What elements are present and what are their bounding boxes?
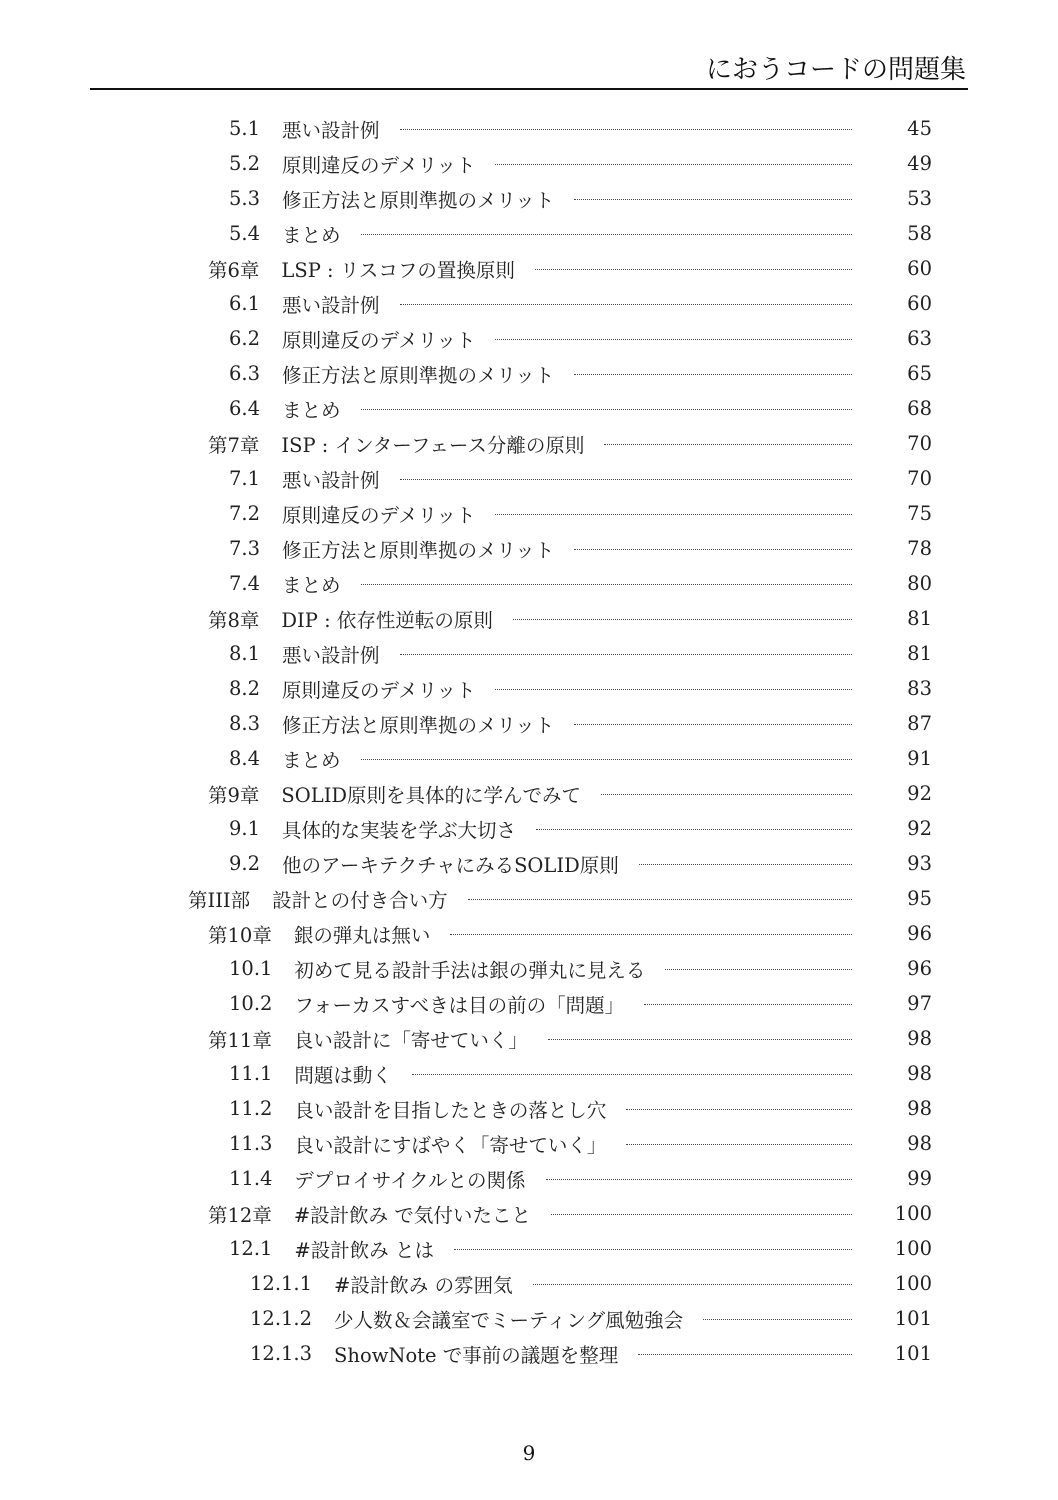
toc-entry-title: #設計飲み とは <box>294 1238 434 1262</box>
toc-dot-leader <box>601 794 852 795</box>
toc-entry-page: 95 <box>907 887 932 910</box>
toc-dot-leader <box>574 724 852 725</box>
toc-dot-leader <box>533 1284 852 1285</box>
toc-entry-section[interactable] <box>0 111 1058 146</box>
toc-entry-chapter[interactable] <box>0 776 1058 811</box>
toc-dot-leader <box>361 234 852 235</box>
toc-entry-number: 第III部 <box>188 888 251 912</box>
toc-entry-number: 第6章 <box>208 258 260 282</box>
toc-entry-number: 第8章 <box>208 608 260 632</box>
toc-entry-page: 81 <box>907 642 932 665</box>
toc-dot-leader <box>454 1249 852 1250</box>
toc-entry-page: 101 <box>894 1307 932 1330</box>
toc-entry-chapter[interactable] <box>0 1196 1058 1231</box>
toc-entry-page: 93 <box>907 852 932 875</box>
toc-entry-number: 5.4 <box>229 222 261 245</box>
toc-entry-section[interactable] <box>0 1056 1058 1091</box>
toc-entry-section[interactable] <box>0 846 1058 881</box>
book-title: におうコードの問題集 <box>705 55 966 85</box>
toc-entry-section[interactable] <box>0 1091 1058 1126</box>
toc-entry-number: 6.4 <box>229 397 261 420</box>
toc-dot-leader <box>665 969 852 970</box>
toc-entry-page: 70 <box>907 467 932 490</box>
toc-entry-title: 良い設計にすばやく「寄せていく」 <box>294 1133 607 1157</box>
toc-entry-page: 49 <box>907 152 932 175</box>
toc-entry-page: 98 <box>907 1027 932 1050</box>
toc-entry-number: 12.1.2 <box>250 1307 313 1330</box>
toc-entry-title: 具体的な実装を学ぶ大切さ <box>282 818 517 842</box>
toc-entry-number: 10.1 <box>229 957 273 980</box>
toc-entry-section[interactable] <box>0 1126 1058 1161</box>
toc-entry-number: 6.1 <box>229 292 261 315</box>
toc-entry-title: 良い設計を目指したときの落とし穴 <box>294 1098 607 1122</box>
toc-entry-title: 少人数＆会議室でミーティング風勉強会 <box>334 1308 684 1332</box>
toc-dot-leader <box>412 1074 852 1075</box>
toc-dot-leader <box>574 374 852 375</box>
toc-entry-page: 80 <box>907 572 932 595</box>
toc-dot-leader <box>400 654 852 655</box>
toc-dot-leader <box>574 199 852 200</box>
toc-entry-section[interactable] <box>0 1231 1058 1266</box>
toc-entry-chapter[interactable] <box>0 426 1058 461</box>
toc-entry-subsection[interactable] <box>0 1266 1058 1301</box>
toc-entry-number: 第7章 <box>208 433 260 457</box>
toc-entry-page: 60 <box>907 292 932 315</box>
toc-entry-page: 96 <box>907 922 932 945</box>
toc-entry-title: #設計飲み で気付いたこと <box>293 1203 531 1227</box>
toc-entry-section[interactable] <box>0 321 1058 356</box>
toc-entry-title: 悪い設計例 <box>282 118 380 142</box>
toc-entry-title: 初めて見る設計手法は銀の弾丸に見える <box>294 958 646 982</box>
toc-entry-number: 11.2 <box>229 1097 273 1120</box>
toc-entry-page: 100 <box>894 1237 932 1260</box>
toc-entry-number: 8.2 <box>229 677 261 700</box>
toc-entry-section[interactable] <box>0 146 1058 181</box>
toc-entry-page: 81 <box>907 607 932 630</box>
toc-entry-title: LSP : リスコフの置換原則 <box>281 258 515 282</box>
toc-dot-leader <box>548 1039 852 1040</box>
toc-entry-title: 設計との付き合い方 <box>272 888 448 912</box>
toc-entry-title: 修正方法と原則準拠のメリット <box>282 713 555 737</box>
toc-entry-title: まとめ <box>282 398 341 422</box>
toc-entry-number: 12.1.1 <box>250 1272 313 1295</box>
toc-entry-number: 8.4 <box>229 747 261 770</box>
toc-entry-number: 7.3 <box>229 537 261 560</box>
toc-entry-number: 第10章 <box>208 923 272 947</box>
toc-entry-title: 悪い設計例 <box>282 293 380 317</box>
toc-entry-section[interactable] <box>0 566 1058 601</box>
toc-entry-number: 10.2 <box>229 992 273 1015</box>
toc-entry-title: 修正方法と原則準拠のメリット <box>282 363 555 387</box>
toc-dot-leader <box>513 619 852 620</box>
toc-entry-title: DIP : 依存性逆転の原則 <box>281 608 493 632</box>
toc-dot-leader <box>638 1354 852 1355</box>
toc-entry-section[interactable] <box>0 286 1058 321</box>
toc-entry-page: 75 <box>907 502 932 525</box>
toc-entry-title: 銀の弾丸は無い <box>293 923 431 947</box>
toc-entry-page: 99 <box>907 1167 932 1190</box>
running-header <box>90 52 968 90</box>
toc-entry-page: 97 <box>907 992 932 1015</box>
toc-entry-number: 7.4 <box>229 572 261 595</box>
toc-entry-subsection[interactable] <box>0 1336 1058 1371</box>
toc-entry-number: 8.3 <box>229 712 261 735</box>
toc-entry-chapter[interactable] <box>0 601 1058 636</box>
toc-entry-title: SOLID原則を具体的に学んでみて <box>281 783 582 807</box>
toc-entry-chapter[interactable] <box>0 251 1058 286</box>
toc-entry-page: 92 <box>907 817 932 840</box>
toc-dot-leader <box>361 409 852 410</box>
toc-entry-section[interactable] <box>0 741 1058 776</box>
toc-entry-section[interactable] <box>0 216 1058 251</box>
toc-dot-leader <box>626 1144 852 1145</box>
table-of-contents <box>0 111 1058 1371</box>
toc-dot-leader <box>536 829 852 830</box>
toc-dot-leader <box>400 129 852 130</box>
toc-entry-number: 11.3 <box>229 1132 273 1155</box>
toc-entry-page: 63 <box>907 327 932 350</box>
toc-entry-title: 原則違反のデメリット <box>282 328 476 352</box>
toc-entry-title: 問題は動く <box>294 1063 392 1087</box>
toc-entry-section[interactable] <box>0 706 1058 741</box>
toc-entry-page: 96 <box>907 957 932 980</box>
toc-entry-page: 70 <box>907 432 932 455</box>
toc-entry-title: 原則違反のデメリット <box>282 503 476 527</box>
toc-entry-title: まとめ <box>282 748 341 772</box>
page-number: 9 <box>522 1441 536 1465</box>
toc-dot-leader <box>574 549 852 550</box>
toc-dot-leader <box>361 584 852 585</box>
toc-entry-section[interactable] <box>0 496 1058 531</box>
toc-dot-leader <box>535 269 852 270</box>
toc-entry-title: 原則違反のデメリット <box>282 678 476 702</box>
toc-entry-page: 78 <box>907 537 932 560</box>
toc-entry-title: まとめ <box>282 223 341 247</box>
toc-entry-page: 53 <box>907 187 932 210</box>
toc-entry-title: 悪い設計例 <box>282 643 380 667</box>
toc-entry-number: 11.1 <box>229 1062 273 1085</box>
toc-dot-leader <box>604 444 852 445</box>
toc-entry-section[interactable] <box>0 461 1058 496</box>
toc-entry-section[interactable] <box>0 671 1058 706</box>
toc-entry-title: まとめ <box>282 573 341 597</box>
toc-dot-leader <box>495 164 852 165</box>
toc-entry-title: ShowNote で事前の議題を整理 <box>334 1343 619 1367</box>
toc-entry-number: 12.1.3 <box>250 1342 313 1365</box>
toc-entry-section[interactable] <box>0 986 1058 1021</box>
toc-entry-number: 5.2 <box>229 152 261 175</box>
toc-entry-section[interactable] <box>0 531 1058 566</box>
toc-entry-section[interactable] <box>0 391 1058 426</box>
toc-entry-title: 悪い設計例 <box>282 468 380 492</box>
toc-entry-title: ISP : インターフェース分離の原則 <box>281 433 585 457</box>
toc-entry-section[interactable] <box>0 811 1058 846</box>
toc-entry-title: 原則違反のデメリット <box>282 153 476 177</box>
toc-entry-title: 修正方法と原則準拠のメリット <box>282 188 555 212</box>
toc-entry-title: デプロイサイクルとの関係 <box>294 1168 526 1192</box>
toc-dot-leader <box>400 304 852 305</box>
toc-dot-leader <box>639 864 852 865</box>
toc-entry-section[interactable] <box>0 181 1058 216</box>
toc-entry-page: 98 <box>907 1062 932 1085</box>
toc-entry-chapter[interactable] <box>0 1021 1058 1056</box>
toc-entry-number: 第9章 <box>208 783 260 807</box>
toc-entry-title: 良い設計に「寄せていく」 <box>293 1028 528 1052</box>
toc-entry-page: 60 <box>907 257 932 280</box>
toc-entry-page: 65 <box>907 362 932 385</box>
toc-entry-number: 9.1 <box>229 817 261 840</box>
toc-entry-number: 8.1 <box>229 642 261 665</box>
toc-dot-leader <box>644 1004 852 1005</box>
toc-dot-leader <box>361 759 852 760</box>
toc-entry-number: 11.4 <box>229 1167 273 1190</box>
toc-entry-page: 100 <box>894 1202 932 1225</box>
toc-entry-page: 91 <box>907 747 932 770</box>
toc-entry-subsection[interactable] <box>0 1301 1058 1336</box>
toc-dot-leader <box>551 1214 852 1215</box>
toc-entry-page: 101 <box>894 1342 932 1365</box>
toc-entry-title: 他のアーキテクチャにみるSOLID原則 <box>282 853 619 877</box>
toc-entry-number: 6.3 <box>229 362 261 385</box>
toc-entry-number: 第11章 <box>208 1028 272 1052</box>
toc-entry-chapter[interactable] <box>0 916 1058 951</box>
toc-entry-section[interactable] <box>0 356 1058 391</box>
toc-dot-leader <box>495 339 852 340</box>
toc-dot-leader <box>495 689 852 690</box>
toc-entry-page: 58 <box>907 222 932 245</box>
toc-entry-title: #設計飲み の雰囲気 <box>334 1273 513 1297</box>
toc-entry-number: 9.2 <box>229 852 261 875</box>
toc-entry-title: フォーカスすべきは目の前の「問題」 <box>294 993 625 1017</box>
toc-entry-page: 100 <box>894 1272 932 1295</box>
toc-entry-part[interactable] <box>0 881 1058 916</box>
toc-entry-number: 7.1 <box>229 467 261 490</box>
toc-dot-leader <box>495 514 852 515</box>
toc-entry-number: 7.2 <box>229 502 261 525</box>
toc-dot-leader <box>450 934 852 935</box>
toc-dot-leader <box>703 1319 852 1320</box>
toc-entry-page: 83 <box>907 677 932 700</box>
toc-entry-page: 45 <box>907 117 932 140</box>
toc-entry-section[interactable] <box>0 951 1058 986</box>
toc-entry-number: 5.1 <box>229 117 261 140</box>
toc-dot-leader <box>546 1179 853 1180</box>
toc-entry-section[interactable] <box>0 636 1058 671</box>
toc-entry-section[interactable] <box>0 1161 1058 1196</box>
toc-entry-number: 6.2 <box>229 327 261 350</box>
toc-entry-page: 87 <box>907 712 932 735</box>
toc-entry-page: 68 <box>907 397 932 420</box>
toc-entry-number: 12.1 <box>229 1237 273 1260</box>
toc-entry-page: 92 <box>907 782 932 805</box>
toc-entry-page: 98 <box>907 1097 932 1120</box>
toc-entry-number: 5.3 <box>229 187 261 210</box>
toc-entry-title: 修正方法と原則準拠のメリット <box>282 538 555 562</box>
toc-dot-leader <box>468 899 852 900</box>
toc-entry-number: 第12章 <box>208 1203 272 1227</box>
toc-entry-page: 98 <box>907 1132 932 1155</box>
toc-dot-leader <box>626 1109 852 1110</box>
toc-dot-leader <box>400 479 852 480</box>
